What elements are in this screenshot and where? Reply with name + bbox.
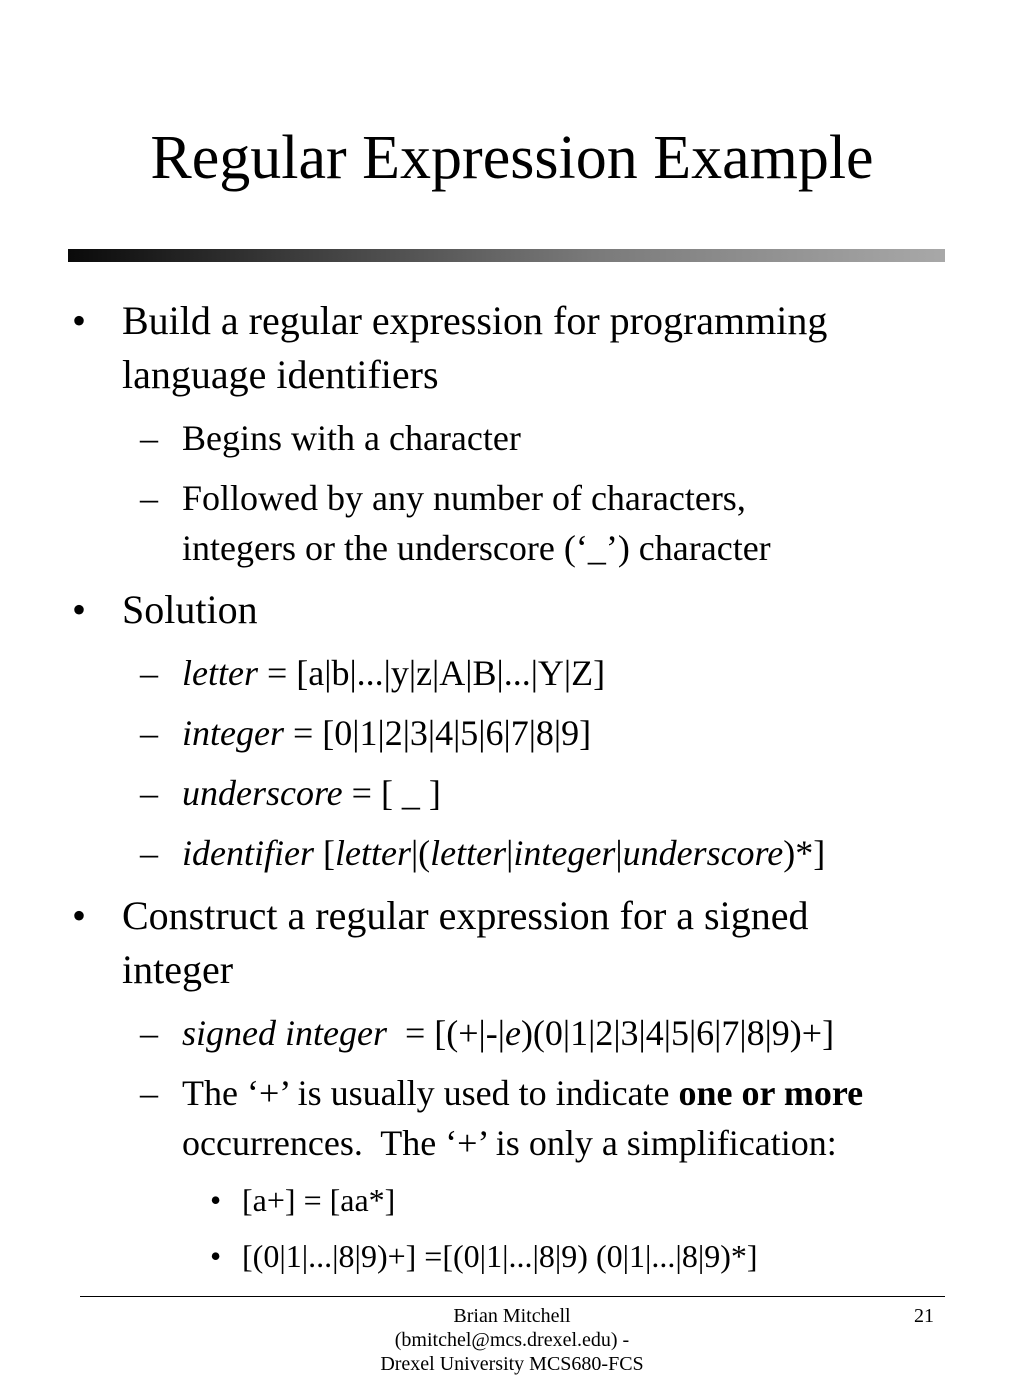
bullet-dot: • xyxy=(210,1182,222,1218)
sub-bullet-text: integers or the underscore (‘_’) character xyxy=(182,528,771,568)
bullet-dot: • xyxy=(72,587,87,632)
bullet-2-text: Solution xyxy=(122,587,258,632)
expr-part: integer xyxy=(513,833,616,873)
expr-part: = [(+|-| xyxy=(386,1013,505,1053)
dash-marker: – xyxy=(140,833,158,873)
definition-letter xyxy=(182,648,605,698)
expr-part: |( xyxy=(410,833,431,873)
expr-part: underscore xyxy=(622,833,784,873)
dash-marker: – xyxy=(140,478,158,518)
sub-bullet-text: Begins with a character xyxy=(182,418,521,458)
definition-underscore xyxy=(182,768,441,818)
definition: = [0|1|2|3|4|5|6|7|8|9] xyxy=(283,713,592,753)
plus-text: The ‘+’ is usually used to indicate xyxy=(182,1073,679,1113)
bullet-dot: • xyxy=(210,1238,222,1274)
dash-marker: – xyxy=(140,1073,158,1113)
slide-title: Regular Expression Example xyxy=(150,124,874,192)
definition: = [ _ ] xyxy=(342,773,441,813)
sub-bullet-text: Followed by any number of characters, xyxy=(182,478,746,518)
dash-marker: – xyxy=(140,773,158,813)
footer-line-2: (bmitchel@mcs.drexel.edu) - xyxy=(394,1329,630,1351)
term: integer xyxy=(182,713,284,753)
plus-explanation-line-1 xyxy=(182,1068,863,1118)
definition-signed-integer xyxy=(182,1008,834,1058)
expr-part: letter xyxy=(430,833,507,873)
dash-marker: – xyxy=(140,713,158,753)
footer-author xyxy=(300,1304,724,1376)
dash-marker: – xyxy=(140,1013,158,1053)
expr-part: )*] xyxy=(783,833,826,873)
title-underline-bar xyxy=(68,249,945,262)
expr-part: letter xyxy=(334,833,411,873)
term: letter xyxy=(182,653,258,693)
page-number: 21 xyxy=(914,1305,934,1327)
example-1: [a+] = [aa*] xyxy=(242,1182,396,1218)
term: underscore xyxy=(182,773,343,813)
bullet-dot: • xyxy=(72,298,87,343)
expr-part: | xyxy=(506,833,514,873)
dash-marker: – xyxy=(140,418,158,458)
expr-part: )(0|1|2|3|4|5|6|7|8|9)+] xyxy=(520,1013,835,1053)
definition-integer xyxy=(182,708,591,758)
footer-line-3: Drexel University MCS680-FCS xyxy=(380,1353,644,1375)
dash-marker: – xyxy=(140,653,158,693)
example-2: [(0|1|...|8|9)+] =[(0|1|...|8|9) (0|1|...|8|9)*] xyxy=(242,1238,758,1274)
definition: = [a|b|...|y|z|A|B|...|Y|Z] xyxy=(257,653,606,693)
plus-explanation-line-2: occurrences. The ‘+’ is only a simplification: xyxy=(182,1123,837,1163)
footer-divider xyxy=(80,1296,945,1297)
term: identifier xyxy=(182,833,314,873)
bullet-1-line-1: Build a regular expression for programming xyxy=(122,298,828,343)
footer-line-1: Brian Mitchell xyxy=(453,1305,571,1327)
expr-part: [ xyxy=(313,833,335,873)
expr-part: e xyxy=(504,1013,521,1053)
bullet-3-line-1: Construct a regular expression for a signed xyxy=(122,893,809,938)
bullet-1-line-2: language identifiers xyxy=(122,352,439,397)
expr-part: | xyxy=(615,833,623,873)
term: signed integer xyxy=(182,1013,387,1053)
bullet-dot: • xyxy=(72,893,87,938)
definition-identifier xyxy=(182,828,825,878)
bullet-3-line-2: integer xyxy=(122,947,234,992)
plus-emphasis: one or more xyxy=(678,1073,864,1113)
